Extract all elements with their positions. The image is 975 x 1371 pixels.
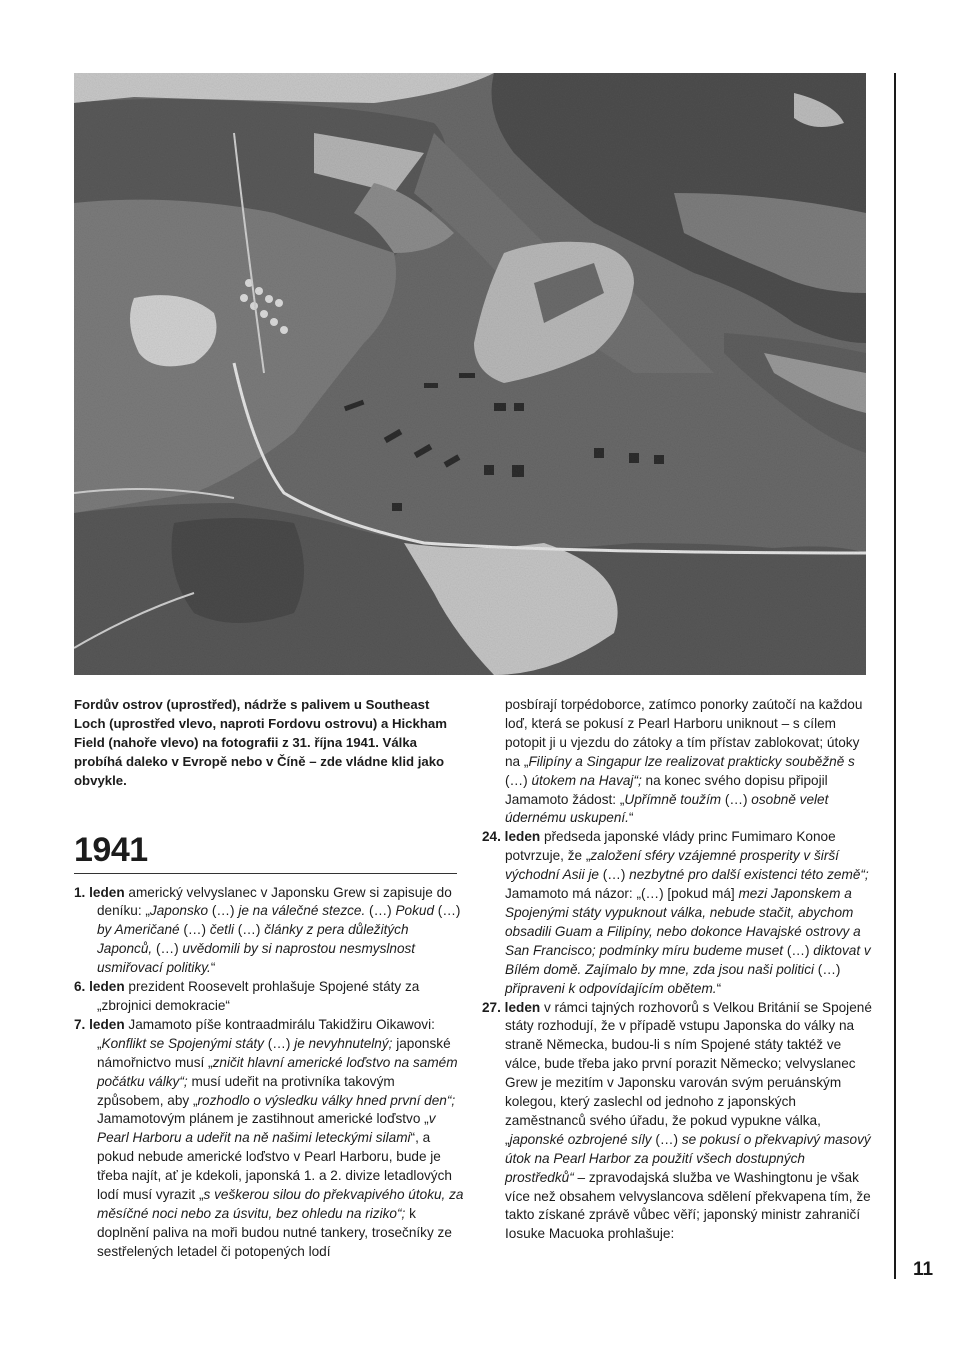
body-text: “ (716, 980, 722, 996)
body-text: (…) (651, 1131, 682, 1147)
quoted-text: Pokud (395, 903, 435, 919)
body-text: japonské námořnictvo musí „ (97, 1035, 451, 1070)
timeline-entry (482, 828, 874, 998)
body-text: (…) (783, 942, 814, 958)
quoted-text: je nevyhnutelný; (294, 1035, 393, 1051)
timeline-continuation (482, 696, 874, 828)
quoted-text: by Američané (97, 922, 180, 938)
body-text: (…) (365, 903, 396, 919)
quoted-text: připraveni k odpovídajícím obětem. (505, 980, 717, 996)
timeline-entry (482, 999, 874, 1245)
quoted-text: založení sféry vzájemné prosperity v širší východní Asii je (505, 848, 839, 883)
quoted-text: mezi Japonskem a Spojenými státy vypuknout válka, nebude stačit, abychom obsadili Guam a Filipíny, nebo dokonce Havajské ostrovy a San Francisco; podmínky míru budeme muset (505, 886, 861, 958)
quoted-text: Upřímně toužím (624, 791, 722, 807)
body-text: Jamamoto píše kontraadmirálu Takidžiru Oikawovi: „ (97, 1016, 435, 1051)
body-text: Jamamotovým plánem je zastihnout americké loďstvo „ (97, 1111, 429, 1127)
margin-rule (894, 73, 896, 1279)
page-number: 11 (913, 1259, 934, 1280)
quoted-text: japonské ozbrojené síly (509, 1131, 652, 1147)
quoted-text: je na válečné stezce. (238, 903, 366, 919)
body-text: (…) (152, 941, 183, 957)
timeline-entries-left (74, 884, 464, 1262)
body-text: (…) (179, 922, 210, 938)
quoted-text: v Pearl Harboru a udeřit na ně našimi leteckými silami (97, 1111, 436, 1146)
timeline-entries-right (482, 828, 874, 1244)
entry-date: 24. leden (482, 829, 541, 845)
body-text: Jamamoto má názor: „(…) [pokud má] (505, 886, 739, 902)
quoted-text: uvědomili by si naprostou nesmyslnost usmiřovací politiky. (97, 941, 416, 976)
entry-date: 6. leden (74, 979, 125, 995)
body-text: americký velvyslanec v Japonsku Grew si zapisuje do deníku: „ (97, 884, 452, 919)
quoted-text: útokem na Havaj“; (531, 772, 642, 788)
quoted-text: rozhodlo o výsledku války hned první den“; (197, 1092, 456, 1108)
body-text: “ (628, 810, 634, 826)
quoted-text: Japonsko (149, 903, 209, 919)
body-text: prezident Roosevelt prohlašuje Spojené státy za „zbrojnici demokracie“ (97, 979, 420, 1013)
body-text: (…) (598, 867, 630, 883)
quoted-text: Filipíny a Singapur lze realizovat prakticky souběžně s (528, 753, 855, 769)
body-text: v rámci tajných rozhovorů s Velkou Británií se Spojené státy rozhodují, že v případě vstupu Japonska do války na straně Německa, budou-li s ním Spojené státy taktéž ve válce, bude třeba jako první porazit Německo; velvyslanec Grew je mezitím v Japonsku varován svým peruánským kolegou, který zaslechl od jednoho z japonských zaměstnanců svého úřadu, že pokud vypukne válka, „ (505, 999, 872, 1147)
body-text: posbírají torpédoborce, zatímco ponorky zaútočí na každou loď, která se pokusí z Pearl Harboru uniknout – s cílem potopit ji u vjezdu do zátoky a tím přístav zablokovat; útoky na „ (505, 697, 863, 769)
entry-date: 7. leden (74, 1016, 125, 1032)
entry-date: 1. leden (74, 884, 125, 900)
body-text: na konec svého dopisu připojil Jamamoto žádost: „ (505, 772, 828, 807)
entry-date: 27. leden (482, 999, 541, 1015)
timeline-entry (74, 978, 464, 1016)
right-column (482, 696, 874, 1244)
quoted-text: nezbytné pro další existenci této země“; (629, 867, 869, 883)
body-text: – zpravodajská služba ve Washingtonu je však více než obsahem velvyslancova sdělení překvapena tím, že takto získané zprávě vůbec věří; japonský ministr zahraničí Iosuke Macuoka prohlašuje: (505, 1169, 871, 1242)
heading-rule (74, 873, 457, 874)
photo-caption: Fordův ostrov (uprostřed), nádrže s palivem u Southeast Loch (uprostřed vlevo, naproti Fordovu ostrovu) a Hickham Field (nahoře vlevo) na fotografii z 31. října 1941. Válka probíhá daleko v Evropě nebo v Číně – zde vládne klid jako obvykle. (74, 697, 447, 788)
timeline-entry (74, 1016, 464, 1262)
quoted-text: se pokusí o překvapivý masový útok na Pearl Harbor za použití všech dostupných prostředků“ (505, 1131, 871, 1185)
body-text: (…) (208, 903, 239, 919)
timeline-entry (74, 884, 464, 979)
body-text: musí udeřit na protivníka takovým způsobem, aby „ (97, 1073, 395, 1108)
quoted-text: články z pera důležitých Japonců, (97, 922, 409, 957)
left-column (74, 696, 464, 1262)
body-text: (…) (234, 922, 265, 938)
quoted-text: osobně velet údernému uskupení. (505, 791, 829, 826)
section-year-heading: 1941 (74, 830, 148, 869)
body-text: “, a pokud nebude americké loďstvo v Pearl Harboru, bude je třeba najít, ať je kdekoli, japonská 1. a 2. divize letadlových lodí musí vyrazit „ (97, 1130, 452, 1203)
body-text: k doplnění paliva na moři budou nutné tankery, trosečníky ze sestřelených letadel či potopených lodí (97, 1205, 452, 1259)
aerial-photo-pearl-harbor (74, 73, 866, 675)
quoted-text: zničit hlavní americké loďstvo na samém počátku války“; (97, 1054, 458, 1089)
quoted-text: s veškerou silou do překvapivého útoku, za měsíčné noci nebo za úsvitu, bez ohledu na riziko“; (97, 1187, 464, 1221)
body-text: (…) (505, 772, 532, 788)
quoted-text: diktovat v Bílém domě. Zajímalo by mne, zda jsou naši politici (505, 942, 871, 977)
aerial-photo-graphic (74, 73, 866, 675)
quoted-text: Konflikt se Spojenými státy (101, 1035, 264, 1051)
body-text: (…) (721, 791, 752, 807)
quoted-text: četli (209, 922, 234, 938)
body-text: “ (210, 960, 216, 976)
body-text: (…) (434, 903, 461, 919)
body-text: předseda japonské vlády princ Fumimaro Konoe potvrzuje, že „ (505, 829, 836, 864)
body-text: (…) (814, 961, 841, 977)
body-text: (…) (263, 1035, 295, 1051)
